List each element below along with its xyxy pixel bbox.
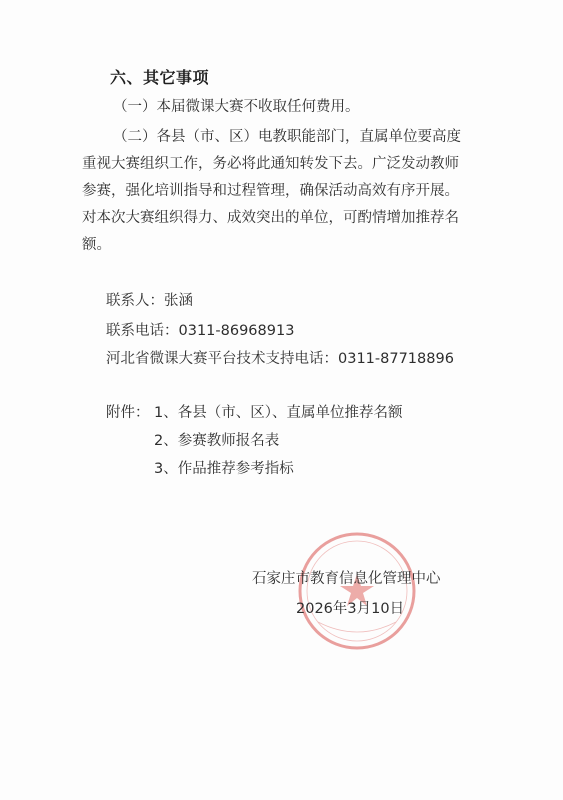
paragraph-item-2-line-3: 参赛，强化培训指导和过程管理，确保活动高效有序开展。	[82, 183, 459, 199]
issue-date: 2026年3月10日	[296, 601, 405, 617]
paragraph-item-2-line-5: 额。	[82, 237, 111, 253]
attachment-item-3: 3、作品推荐参考指标	[154, 461, 294, 477]
contact-phone: 联系电话：0311-86968913	[106, 323, 295, 339]
contact-person: 联系人：张涵	[106, 293, 193, 309]
paragraph-item-1: （一）本届微课大赛不收取任何费用。	[113, 99, 360, 115]
attachment-item-1: 1、各县（市、区）、直属单位推荐名额	[154, 405, 403, 421]
attachments-label: 附件：	[106, 405, 150, 421]
paragraph-item-2-line-4: 对本次大赛组织得力、成效突出的单位，可酌情增加推荐名	[82, 210, 459, 226]
official-seal	[296, 530, 418, 652]
paragraph-item-2-line-2: 重视大赛组织工作，务必将此通知转发下去。广泛发动教师	[82, 156, 459, 172]
paragraph-item-2-line-1: （二）各县（市、区）电教职能部门，直属单位要高度	[113, 129, 461, 145]
issuing-organization: 石家庄市教育信息化管理中心	[252, 571, 441, 587]
seal-icon	[296, 530, 418, 652]
platform-support-phone: 河北省微课大赛平台技术支持电话：0311-87718896	[106, 351, 454, 367]
attachment-item-2: 2、参赛教师报名表	[154, 433, 280, 449]
section-heading: 六、其它事项	[110, 68, 210, 87]
